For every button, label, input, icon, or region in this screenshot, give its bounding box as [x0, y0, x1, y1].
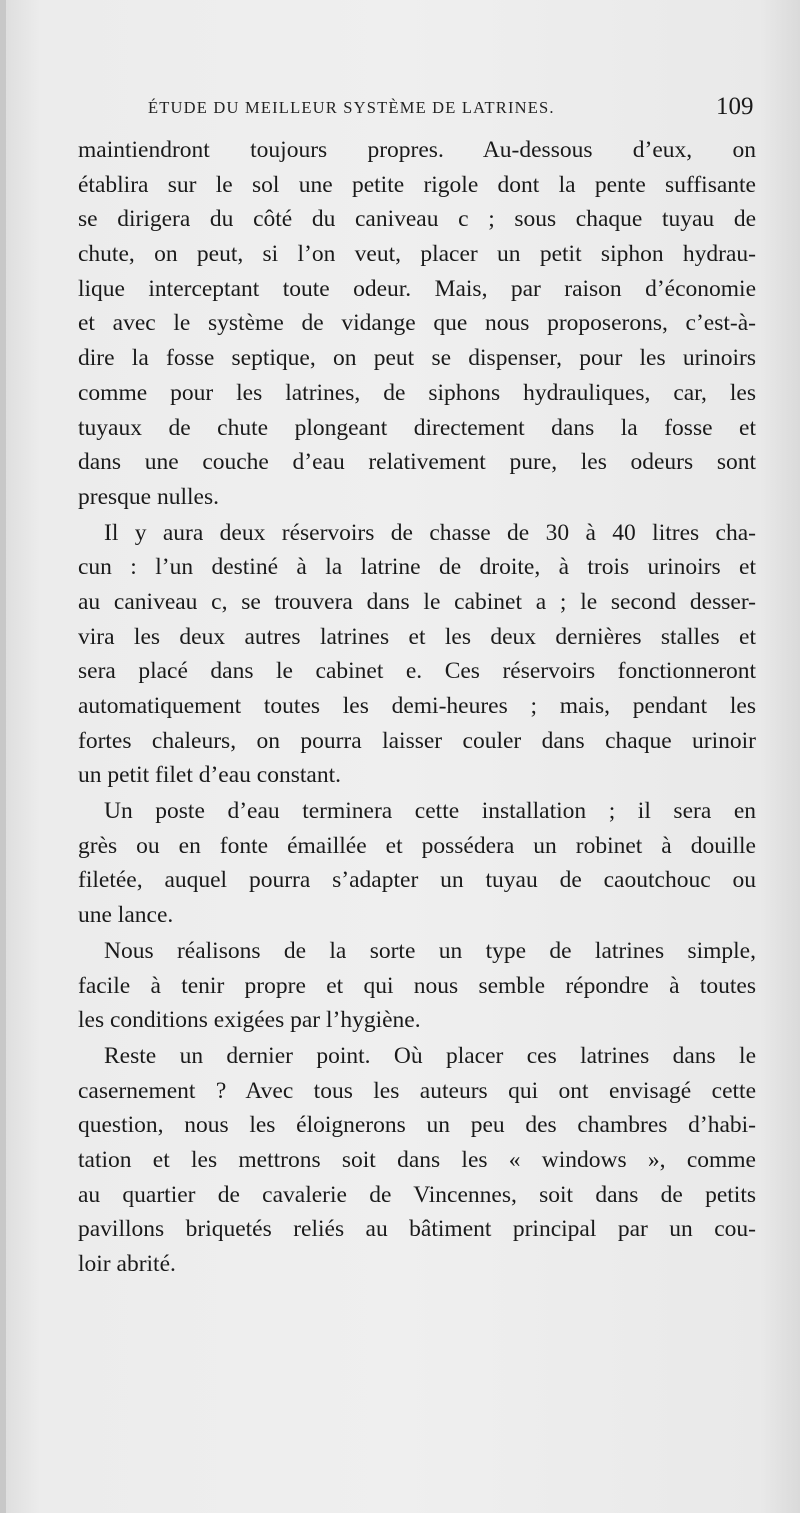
text-line: grès ou en fonte émaillée et possédera un robinet à douille — [78, 832, 756, 859]
text-line: et avec le système de vidange que nous proposerons, c’est-à- — [78, 310, 756, 337]
text-line: tuyaux de chute plongeant directement dans la fosse et — [78, 414, 756, 441]
text-line: dire la fosse septique, on peut se dispenser, pour les urinoirs — [78, 345, 756, 372]
text-line: tation et les mettrons soit dans les « windows », comme — [78, 1146, 756, 1173]
text-line: facile à tenir propre et qui nous semble répondre à toutes — [78, 972, 756, 999]
text-line: vira les deux autres latrines et les deux dernières stalles et — [78, 623, 756, 650]
text-line: au caniveau c, se trouvera dans le cabinet a ; le second desser- — [78, 588, 756, 615]
text-line: loir abrité. — [78, 1251, 176, 1277]
text-line: Nous réalisons de la sorte un type de latrines simple, — [104, 937, 756, 964]
text-line: se dirigera du côté du caniveau c ; sous chaque tuyau de — [78, 206, 756, 233]
text-line: comme pour les latrines, de siphons hydrauliques, car, les — [78, 379, 756, 406]
paragraph — [78, 1039, 756, 1282]
paragraph — [78, 794, 756, 933]
text-line: Il y aura deux réservoirs de chasse de 30 à 40 litres cha- — [104, 519, 756, 546]
text-line: filetée, auquel pourra s’adapter un tuyau de caoutchouc ou — [78, 867, 756, 894]
text-line: une lance. — [78, 902, 174, 929]
text-line: un petit filet d’eau constant. — [78, 762, 341, 789]
text-line: automatiquement toutes les demi-heures ; mais, pendant les — [78, 693, 756, 719]
text-line: établira sur le sol une petite rigole dont la pente suffisante — [78, 171, 756, 198]
text-line: cun : l’un destiné à la latrine de droite, à trois urinoirs et — [78, 554, 756, 581]
text-line: maintiendront toujours propres. Au-dessous d’eux, on — [78, 137, 756, 163]
paragraph — [78, 934, 756, 1038]
text-line: chute, on peut, si l’on veut, placer un petit siphon hydrau- — [78, 241, 756, 268]
running-head — [148, 93, 768, 120]
text-line: au quartier de cavalerie de Vincennes, soit dans de petits — [78, 1181, 756, 1208]
text-line: Un poste d’eau terminera cette installation ; il sera en — [104, 798, 756, 825]
paragraph — [78, 133, 756, 515]
text-line: question, nous les éloignerons un peu des chambres d’habi- — [78, 1112, 756, 1139]
text-line: lique interceptant toute odeur. Mais, par raison d’économie — [78, 275, 756, 302]
text-line: sera placé dans le cabinet e. Ces réservoirs fonctionneront — [78, 658, 756, 685]
page-number: 109 — [716, 93, 754, 120]
text-line: les conditions exigées par l’hygiène. — [78, 1007, 421, 1034]
body-text — [78, 133, 756, 1283]
text-line: pavillons briquetés reliés au bâtiment principal par un cou- — [78, 1216, 756, 1243]
text-line: Reste un dernier point. Où placer ces latrines dans le — [104, 1042, 756, 1069]
text-line: casernement ? Avec tous les auteurs qui ont envisagé cette — [78, 1077, 756, 1104]
running-title: ÉTUDE DU MEILLEUR SYSTÈME DE LATRINES. — [148, 98, 555, 117]
text-line: dans une couche d’eau relativement pure, les odeurs sont — [78, 449, 756, 476]
paragraph — [78, 516, 756, 794]
text-line: fortes chaleurs, on pourra laisser couler dans chaque urinoir — [78, 727, 756, 754]
text-line: presque nulles. — [78, 483, 219, 510]
